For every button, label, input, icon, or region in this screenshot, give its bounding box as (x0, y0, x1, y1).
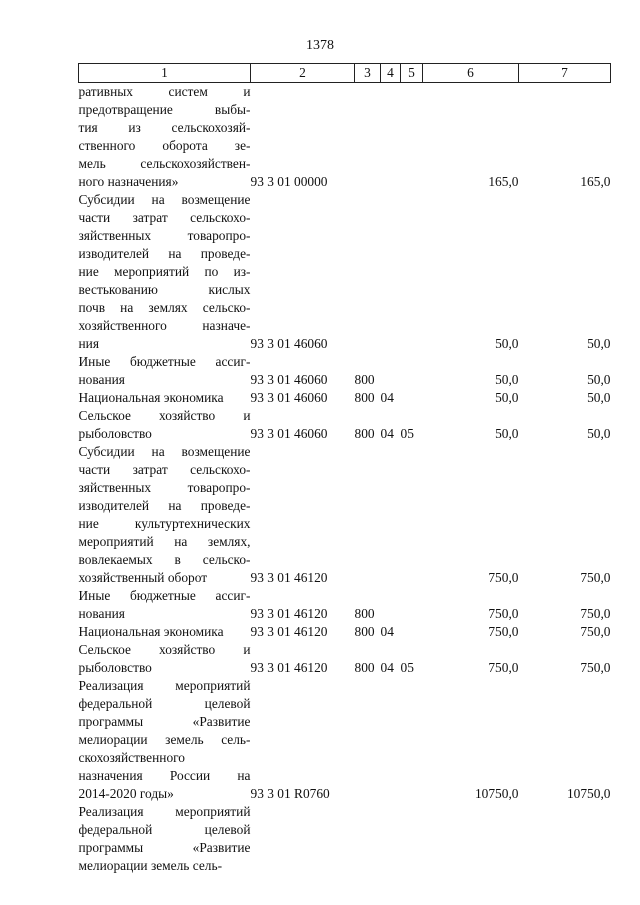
row-code: 93 3 01 46120 (250, 606, 328, 621)
row-expense-type: 800 (354, 372, 375, 387)
row-expense-type (355, 803, 381, 875)
row-section (381, 587, 401, 623)
header-cell: 5 (401, 64, 423, 83)
row-amount-1: 165,0 (488, 174, 519, 189)
table-row (79, 407, 611, 443)
row-amount-2: 750,0 (580, 570, 611, 585)
row-subsection (401, 389, 423, 407)
table-row (79, 641, 611, 677)
row-name-line: Национальная экономика (78, 624, 224, 639)
row-subsection (401, 353, 423, 389)
row-section: 04 (380, 660, 394, 675)
table-body (79, 83, 611, 876)
row-section: 04 (380, 390, 394, 405)
row-code: 93 3 01 46060 (250, 336, 328, 351)
row-amount-1: 750,0 (488, 624, 519, 639)
row-section (381, 191, 401, 353)
row-name (79, 443, 251, 587)
row-name-line: мероприятий на землях, (78, 534, 251, 549)
row-name (79, 407, 251, 443)
row-amount-2: 750,0 (580, 624, 611, 639)
row-name (79, 83, 251, 192)
row-name-line: ративных систем и (78, 84, 251, 99)
row-amount-2: 50,0 (587, 390, 611, 405)
row-name (79, 191, 251, 353)
row-name-line: Реализация мероприятий (78, 804, 251, 819)
row-amount-2: 750,0 (580, 660, 611, 675)
row-name (79, 353, 251, 389)
row-amount-2: 50,0 (587, 372, 611, 387)
row-expense-type (355, 191, 381, 353)
row-name-line: нования (78, 606, 125, 621)
table-row (79, 443, 611, 587)
row-name (79, 677, 251, 803)
row-amount-1: 10750,0 (474, 786, 519, 801)
row-section (381, 443, 401, 587)
row-code: 93 3 01 00000 (250, 174, 328, 189)
row-name-line: части затрат сельскохо- (78, 462, 251, 477)
row-name-line: Сельское хозяйство и (78, 642, 251, 657)
row-subsection (401, 83, 423, 192)
row-amount-1: 50,0 (495, 426, 519, 441)
row-expense-type (355, 677, 381, 803)
row-code: 93 3 01 46060 (250, 372, 328, 387)
row-section: 04 (380, 426, 394, 441)
row-name-line: Сельское хозяйство и (78, 408, 251, 423)
row-name (79, 587, 251, 623)
row-name-line: мелиорации земель сель- (78, 858, 223, 873)
row-code: 93 3 01 46120 (250, 660, 328, 675)
row-name-line: нования (78, 372, 125, 387)
row-expense-type: 800 (354, 390, 375, 405)
row-name-line: почв на землях сельско- (78, 300, 251, 315)
row-name-line: Субсидии на возмещение (78, 192, 251, 207)
row-amount-1: 50,0 (495, 390, 519, 405)
row-subsection (401, 191, 423, 353)
header-cell: 1 (79, 64, 251, 83)
table-row (79, 677, 611, 803)
row-name-line: мелиорации земель сель- (78, 732, 251, 747)
row-amount-1: 750,0 (488, 660, 519, 675)
row-expense-type (355, 83, 381, 192)
row-name-line: ного назначения» (78, 174, 179, 189)
row-name-line: федеральной целевой (78, 822, 251, 837)
row-name-line: хозяйственного назначе- (78, 318, 251, 333)
row-name-line: Иные бюджетные ассиг- (78, 354, 251, 369)
row-code: 93 3 01 46060 (250, 426, 328, 441)
row-subsection: 05 (400, 426, 414, 441)
row-section (381, 803, 401, 875)
row-name-line: предотвращение выбы- (78, 102, 251, 117)
row-section (381, 353, 401, 389)
row-name-line: вовлекаемых в сельско- (78, 552, 251, 567)
budget-table (78, 63, 611, 875)
row-code: 93 3 01 46120 (250, 570, 328, 585)
row-code (251, 803, 355, 875)
row-expense-type (355, 443, 381, 587)
row-amount-1: 750,0 (488, 606, 519, 621)
header-cell: 7 (519, 64, 611, 83)
row-name-line: Реализация мероприятий (78, 678, 251, 693)
row-name (79, 803, 251, 875)
row-subsection (401, 443, 423, 587)
row-name-line: изводителей на проведе- (78, 498, 251, 513)
row-name-line: федеральной целевой (78, 696, 251, 711)
row-amount-1 (423, 803, 519, 875)
row-name-line: Субсидии на возмещение (78, 444, 251, 459)
row-section (381, 83, 401, 192)
row-amount-2: 750,0 (580, 606, 611, 621)
row-amount-2: 50,0 (587, 426, 611, 441)
header-cell: 3 (355, 64, 381, 83)
row-subsection: 05 (400, 660, 414, 675)
row-name-line: ние культуртехнических (78, 516, 251, 531)
table-row (79, 353, 611, 389)
row-expense-type: 800 (354, 624, 375, 639)
row-name (79, 641, 251, 677)
table-row (79, 389, 611, 407)
row-expense-type: 800 (354, 426, 375, 441)
row-amount-1: 50,0 (495, 372, 519, 387)
row-subsection (401, 587, 423, 623)
row-name-line: мель сельскохозяйствен- (78, 156, 251, 171)
row-amount-1: 750,0 (488, 570, 519, 585)
row-code: 93 3 01 46120 (250, 624, 328, 639)
row-name-line: программы «Развитие (78, 714, 251, 729)
row-section (381, 677, 401, 803)
row-name-line: вестькованию кислых (78, 282, 251, 297)
row-expense-type: 800 (354, 606, 375, 621)
row-name (79, 623, 251, 641)
row-code: 93 3 01 R0760 (250, 786, 330, 801)
row-name-line: скохозяйственного (78, 750, 185, 765)
row-amount-2: 50,0 (587, 336, 611, 351)
row-name-line: 2014-2020 годы» (78, 786, 174, 801)
table-row (79, 587, 611, 623)
row-name-line: Иные бюджетные ассиг- (78, 588, 251, 603)
table-row (79, 623, 611, 641)
row-name-line: рыболовство (78, 660, 152, 675)
row-name-line: части затрат сельскохо- (78, 210, 251, 225)
row-expense-type: 800 (354, 660, 375, 675)
header-cell: 6 (423, 64, 519, 83)
row-name (79, 389, 251, 407)
header-cell: 4 (381, 64, 401, 83)
page-number: 1378 (306, 38, 334, 53)
row-code: 93 3 01 46060 (250, 390, 328, 405)
row-name-line: тия из сельскохозяй- (78, 120, 251, 135)
row-name-line: зяйственных товаропро- (78, 480, 251, 495)
row-name-line: хозяйственный оборот (78, 570, 208, 585)
header-cell: 2 (251, 64, 355, 83)
row-name-line: ственного оборота зе- (78, 138, 251, 153)
row-name-line: рыболовство (78, 426, 152, 441)
table-row (79, 83, 611, 192)
row-section: 04 (380, 624, 394, 639)
row-name-line: Национальная экономика (78, 390, 224, 405)
row-name-line: назначения России на (78, 768, 251, 783)
header-row (79, 64, 611, 83)
row-amount-2: 165,0 (580, 174, 611, 189)
row-amount-2: 10750,0 (566, 786, 611, 801)
row-amount-1: 50,0 (495, 336, 519, 351)
row-subsection (401, 803, 423, 875)
row-amount-2 (519, 803, 611, 875)
table-row (79, 191, 611, 353)
row-name-line: ние мероприятий по из- (78, 264, 251, 279)
row-name-line: зяйственных товаропро- (78, 228, 251, 243)
row-subsection (401, 623, 423, 641)
row-subsection (401, 677, 423, 803)
row-name-line: ния (78, 336, 99, 351)
row-name-line: программы «Развитие (78, 840, 251, 855)
table-row (79, 803, 611, 875)
row-name-line: изводителей на проведе- (78, 246, 251, 261)
